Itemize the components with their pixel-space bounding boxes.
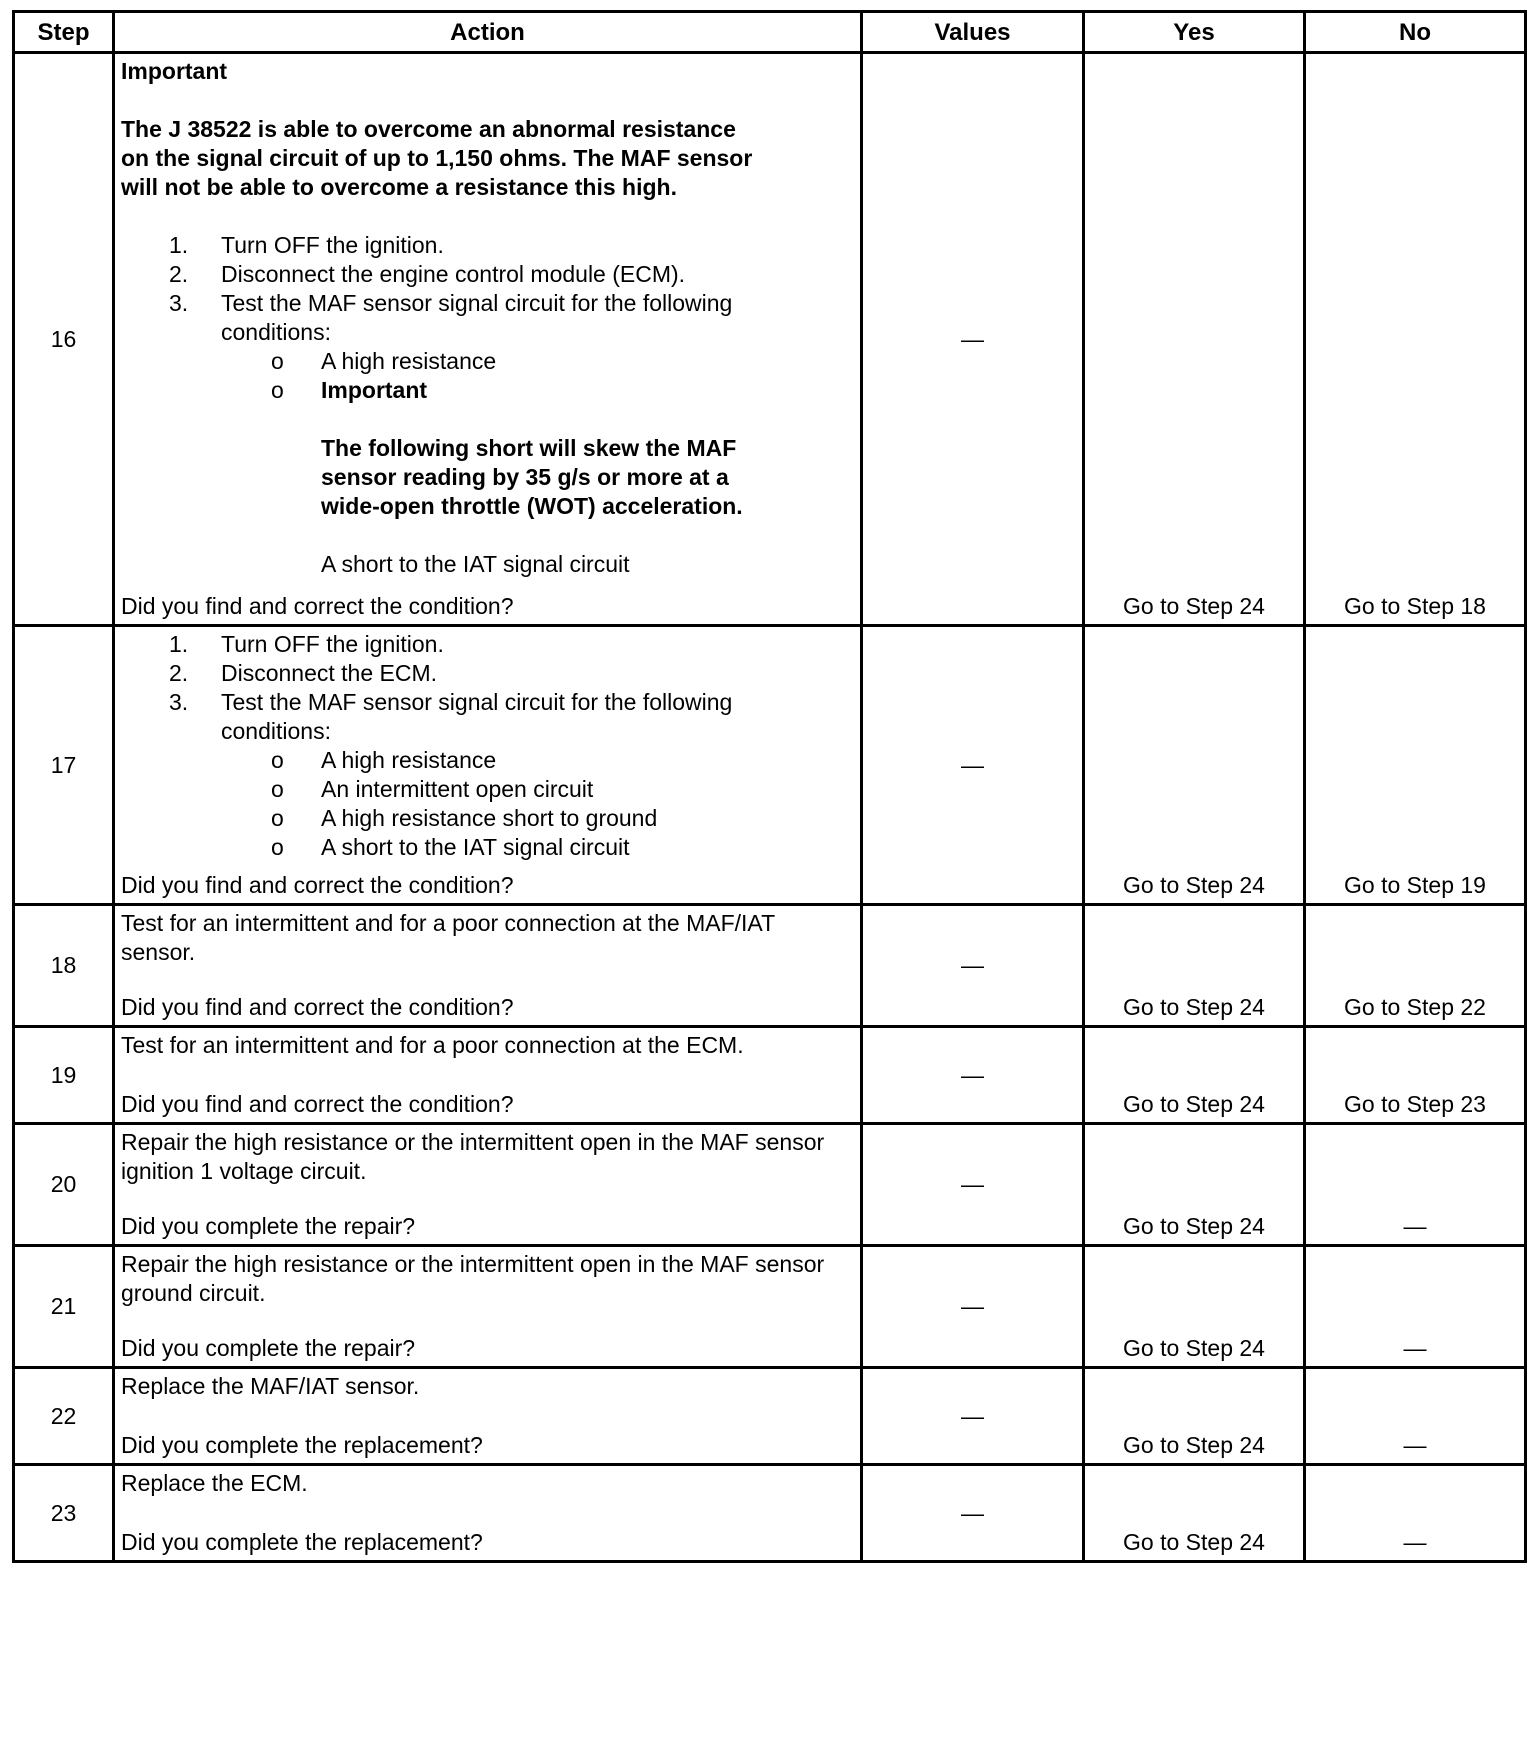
list-item: o A high resistance [271, 348, 497, 374]
action-text: Repair the high resistance or the intermittent open in the MAF sensor ignition 1 voltage circuit. [121, 1129, 825, 1184]
action-cell [114, 1368, 862, 1465]
yes-link[interactable]: Go to Step 24 [1084, 1124, 1305, 1246]
table-row [14, 1027, 1526, 1124]
step-number: 19 [14, 1027, 114, 1124]
procedure-list [121, 630, 854, 746]
step-number: 16 [14, 53, 114, 626]
values-cell: — [862, 1246, 1084, 1368]
question-text: Did you find and correct the condition? [121, 994, 514, 1020]
yes-link[interactable]: Go to Step 24 [1084, 905, 1305, 1027]
action-cell [114, 626, 862, 905]
list-item: o A short to the IAT signal circuit [271, 834, 630, 860]
table-row [14, 53, 1526, 626]
sub-followup: A short to the IAT signal circuit [321, 551, 630, 577]
action-cell [114, 53, 862, 626]
list-item: 1. Turn OFF the ignition. [169, 232, 444, 258]
values-cell: — [862, 1465, 1084, 1562]
yes-link[interactable]: Go to Step 24 [1084, 1246, 1305, 1368]
action-text: Repair the high resistance or the intermittent open in the MAF sensor ground circuit. [121, 1251, 825, 1306]
action-cell [114, 905, 862, 1027]
important-note: The J 38522 is able to overcome an abnormal resistance on the signal circuit of up to 1,150 ohms. The MAF sensor will not be able to overcome a resistance this high. [121, 116, 753, 200]
question-text: Did you complete the repair? [121, 1213, 416, 1239]
header-step: Step [14, 12, 114, 53]
action-text: Test for an intermittent and for a poor connection at the ECM. [121, 1032, 744, 1058]
action-text: Test for an intermittent and for a poor connection at the MAF/IAT sensor. [121, 910, 775, 965]
header-yes: Yes [1084, 12, 1305, 53]
list-item: o Important [271, 377, 428, 403]
condition-list [121, 746, 854, 862]
question-text: Did you complete the replacement? [121, 1529, 483, 1555]
table-row [14, 905, 1526, 1027]
values-cell: — [862, 1124, 1084, 1246]
yes-link[interactable]: Go to Step 24 [1084, 1368, 1305, 1465]
no-link[interactable]: Go to Step 23 [1305, 1027, 1526, 1124]
list-item: 3. Test the MAF sensor signal circuit for the following conditions: [169, 290, 733, 345]
action-cell [114, 1246, 862, 1368]
list-item: o A high resistance short to ground [271, 805, 658, 831]
sub-important-note: The following short will skew the MAF sensor reading by 35 g/s or more at a wide-open throttle (WOT) acceleration. [321, 435, 743, 519]
yes-link[interactable]: Go to Step 24 [1084, 626, 1305, 905]
action-cell [114, 1124, 862, 1246]
yes-link[interactable]: Go to Step 24 [1084, 1027, 1305, 1124]
question-text: Did you find and correct the condition? [121, 593, 514, 619]
step-number: 22 [14, 1368, 114, 1465]
header-action: Action [114, 12, 862, 53]
header-values: Values [862, 12, 1084, 53]
procedure-list [121, 231, 854, 347]
yes-link[interactable]: Go to Step 24 [1084, 53, 1305, 626]
list-item: o A high resistance [271, 747, 497, 773]
table-row [14, 1124, 1526, 1246]
no-link: — [1305, 1465, 1526, 1562]
question-text: Did you complete the replacement? [121, 1432, 483, 1458]
values-cell: — [862, 905, 1084, 1027]
table-row [14, 1246, 1526, 1368]
step-number: 20 [14, 1124, 114, 1246]
table-row [14, 1368, 1526, 1465]
action-text: Replace the ECM. [121, 1470, 308, 1496]
action-text: Replace the MAF/IAT sensor. [121, 1373, 420, 1399]
no-link: — [1305, 1246, 1526, 1368]
question-text: Did you complete the repair? [121, 1335, 416, 1361]
values-cell: — [862, 1027, 1084, 1124]
condition-list [121, 347, 854, 405]
list-item: 2. Disconnect the engine control module (ECM). [169, 261, 686, 287]
no-link[interactable]: Go to Step 19 [1305, 626, 1526, 905]
no-link: — [1305, 1368, 1526, 1465]
list-item: 3. Test the MAF sensor signal circuit for the following conditions: [169, 689, 733, 744]
list-item: 1. Turn OFF the ignition. [169, 631, 444, 657]
question-text: Did you find and correct the condition? [121, 1091, 514, 1117]
step-number: 23 [14, 1465, 114, 1562]
diagnostic-table [12, 10, 1527, 1563]
no-link[interactable]: Go to Step 22 [1305, 905, 1526, 1027]
no-link[interactable]: Go to Step 18 [1305, 53, 1526, 626]
important-heading: Important [121, 58, 228, 84]
values-cell: — [862, 626, 1084, 905]
table-row [14, 626, 1526, 905]
list-item: 2. Disconnect the ECM. [169, 660, 438, 686]
action-cell [114, 1027, 862, 1124]
step-number: 17 [14, 626, 114, 905]
action-cell [114, 1465, 862, 1562]
header-no: No [1305, 12, 1526, 53]
values-cell: — [862, 53, 1084, 626]
no-link: — [1305, 1124, 1526, 1246]
step-number: 21 [14, 1246, 114, 1368]
yes-link[interactable]: Go to Step 24 [1084, 1465, 1305, 1562]
list-item: o An intermittent open circuit [271, 776, 594, 802]
step-number: 18 [14, 905, 114, 1027]
table-row [14, 1465, 1526, 1562]
values-cell: — [862, 1368, 1084, 1465]
question-text: Did you find and correct the condition? [121, 872, 514, 898]
header-row [14, 12, 1526, 53]
